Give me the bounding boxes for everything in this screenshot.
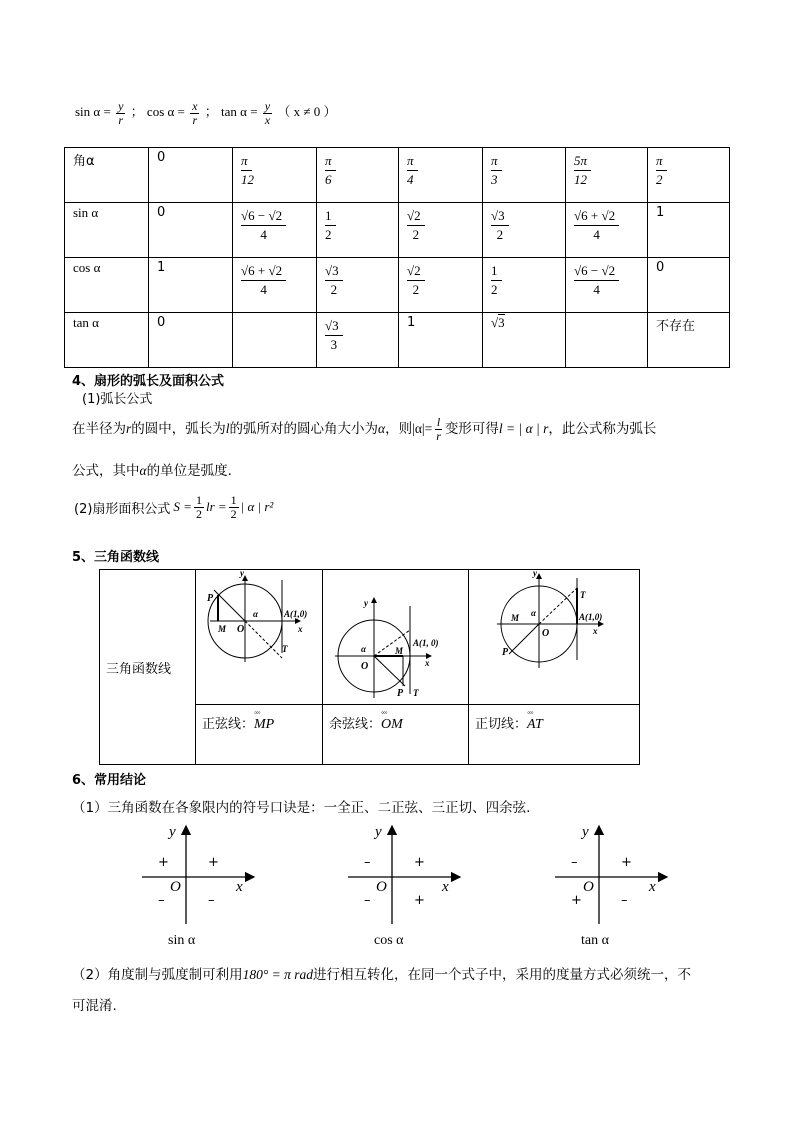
cos-def-label: cos α =	[146, 104, 185, 120]
row-header-tan: tan α	[65, 313, 149, 368]
separator: ；	[204, 104, 218, 120]
fig-label-t: T	[282, 644, 288, 654]
fig-label-m: M	[395, 646, 404, 656]
table-cell: $\frac{√6 + √2}{4}$	[566, 203, 648, 258]
sine-line-figure	[196, 570, 322, 704]
row-header-cos: cos α	[65, 258, 149, 313]
fig-label-x: x	[425, 658, 430, 668]
sine-figure-cell	[196, 570, 323, 705]
sign-q1: +	[621, 855, 632, 870]
tan-sign-diagram	[549, 820, 679, 950]
axis-label-o: O	[376, 879, 387, 895]
table-cell: $\frac{√2}{2}$	[399, 258, 483, 313]
axis-label-o: O	[583, 879, 594, 895]
axis-label-o: O	[170, 879, 181, 895]
extended-side	[374, 630, 410, 656]
table-cell: 0	[149, 203, 233, 258]
sign-q2: –	[364, 855, 371, 870]
fig-label-o: O	[237, 624, 245, 635]
section4-sub1: (1)弧长公式	[82, 392, 153, 407]
table-cell: $\frac{\pi}{12}$	[233, 148, 317, 203]
tangent-figure-cell	[469, 570, 640, 705]
table-cell: $\frac{√3}{2}$	[483, 203, 566, 258]
table-cell: $\frac{1}{2}$	[483, 258, 566, 313]
sin-def-label: sin α =	[75, 104, 111, 120]
table-row	[65, 203, 730, 258]
sign-q1: +	[208, 855, 219, 870]
sign-q1: +	[414, 855, 425, 870]
sector-area-formula: (2)扇形面积公式 S = $\frac{1}{2}$ lr = $\frac{1}{2}$ | α | r²	[74, 493, 274, 521]
table-cell: $\frac{\pi}{2}$	[648, 148, 730, 203]
sign-q2: +	[158, 855, 169, 870]
axis-label-x: x	[649, 879, 656, 895]
table-cell: 0	[648, 258, 730, 313]
table-cell: $\frac{√3}{3}$	[317, 313, 399, 368]
table-cell: $\frac{√3}{2}$	[317, 258, 399, 313]
sign-q4: –	[621, 893, 628, 908]
extended-side	[539, 588, 577, 624]
tan-condition: （ x ≠ 0 ）	[277, 104, 337, 120]
table-cell: 1	[399, 313, 483, 368]
tan-caption: tan α	[581, 933, 609, 948]
axis-label-x: x	[236, 879, 243, 895]
extended-side	[245, 621, 282, 658]
sign-rule-text: （1）三角函数在各象限内的符号口诀是：一全正、二正弦、三正切、四余弦.	[72, 800, 531, 816]
table-cell: $\frac{\pi}{3}$	[483, 148, 566, 203]
table-cell: 不存在	[648, 313, 730, 368]
fig-label-alpha: α	[361, 644, 366, 654]
fig-label-p: P	[207, 593, 214, 604]
cos-caption: cos α	[374, 933, 404, 948]
fig-label-x: x	[298, 624, 303, 634]
fig-label-y: y	[240, 570, 244, 578]
axis-label-y: y	[169, 824, 176, 840]
fig-label-y: y	[364, 598, 368, 608]
fig-label-x: x	[593, 626, 598, 636]
sign-q2: –	[571, 855, 578, 870]
fig-label-o: O	[542, 628, 550, 639]
cos-def-fraction: $\frac{x}{r}$	[192, 99, 198, 127]
sin-sign-diagram	[136, 820, 266, 950]
fig-label-p: P	[397, 688, 404, 699]
fig-label-p: P	[502, 647, 509, 658]
separator: ；	[130, 104, 144, 120]
cosine-figure-cell	[323, 570, 469, 705]
table-cell: $\frac{√6 - √2}{4}$	[233, 203, 317, 258]
sign-q3: +	[571, 893, 582, 908]
cos-sign-diagram	[342, 820, 472, 950]
sine-line-caption: 正弦线： ◦◦◦ MP	[196, 705, 323, 765]
tangent-line-caption: 正切线： ◦◦◦ AT	[469, 705, 640, 765]
table-row	[65, 148, 730, 203]
table-cell: $\frac{√6 + √2}{4}$	[233, 258, 317, 313]
table-row	[65, 313, 730, 368]
fig-label-y: y	[533, 570, 537, 578]
table-cell	[233, 313, 317, 368]
arc-length-paragraph-cont: 公式，其中α的单位是弧度．	[72, 463, 242, 479]
axis-label-y: y	[582, 824, 589, 840]
section5-heading: 5、三角函数线	[72, 550, 160, 565]
fig-label-a: A(1,0)	[579, 612, 603, 622]
table-cell: $\frac{√6 - √2}{4}$	[566, 258, 648, 313]
arc-length-paragraph: 在半径为r的圆中，弧长为l的弧所对的圆心角大小为α，则|α|= $\frac{l}{r}$ 变形可得l = | α | r，此公式称为弧长	[72, 415, 657, 443]
cosine-line-figure	[323, 570, 468, 704]
terminal-side	[374, 656, 405, 686]
trig-lines-table	[99, 569, 640, 765]
tangent-line-figure	[469, 570, 639, 704]
tan-def-fraction: $\frac{y}{x}$	[264, 99, 271, 127]
axis-label-x: x	[442, 879, 449, 895]
fig-label-alpha: α	[531, 608, 536, 618]
table-cell: $\frac{\pi}{6}$	[317, 148, 399, 203]
terminal-side	[509, 624, 539, 654]
sin-caption: sin α	[168, 933, 196, 948]
fig-label-a: A(1, 0)	[413, 638, 439, 648]
sign-q3: –	[364, 893, 371, 908]
fig-label-m: M	[511, 613, 520, 623]
sign-q4: +	[414, 893, 425, 908]
fig-label-a: A(1,0)	[284, 609, 308, 619]
sign-q3: –	[158, 893, 165, 908]
trig-lines-row-label: 三角函数线	[100, 570, 196, 765]
trig-definitions	[75, 100, 337, 126]
cosine-line-caption: 余弦线： ◦◦◦ OM	[323, 705, 469, 765]
table-cell: √3	[483, 313, 566, 368]
table-cell: 0	[149, 148, 233, 203]
table-cell: $\frac{1}{2}$	[317, 203, 399, 258]
fig-label-t: T	[580, 590, 586, 600]
table-cell: $\frac{5\pi}{12}$	[566, 148, 648, 203]
section4-heading: 4、扇形的弧长及面积公式	[72, 374, 225, 389]
row-header-angle: 角α	[65, 148, 149, 203]
conversion-paragraph: （2）角度制与弧度制可利用180° = π rad进行相互转化，在同一个式子中，采用的度量方式必须统一，不	[72, 967, 691, 983]
table-cell: 0	[149, 313, 233, 368]
row-header-sin: sin α	[65, 203, 149, 258]
table-cell: $\frac{√2}{2}$	[399, 203, 483, 258]
fig-label-t: T	[413, 688, 419, 698]
section6-heading: 6、常用结论	[72, 773, 147, 788]
fig-label-alpha: α	[253, 609, 258, 619]
table-cell: 1	[149, 258, 233, 313]
fig-label-m: M	[218, 624, 227, 634]
table-row	[100, 570, 640, 705]
tan-def-label: tan α =	[221, 104, 258, 120]
axis-label-y: y	[375, 824, 382, 840]
table-cell: $\frac{\pi}{4}$	[399, 148, 483, 203]
sign-q4: –	[208, 893, 215, 908]
table-cell	[566, 313, 648, 368]
sin-def-fraction: $\frac{y}{r}$	[118, 99, 124, 127]
table-row	[65, 258, 730, 313]
table-cell: 1	[648, 203, 730, 258]
conversion-paragraph-cont: 可混淆.	[72, 998, 117, 1014]
fig-label-o: O	[361, 661, 369, 672]
special-angle-table	[64, 147, 730, 368]
